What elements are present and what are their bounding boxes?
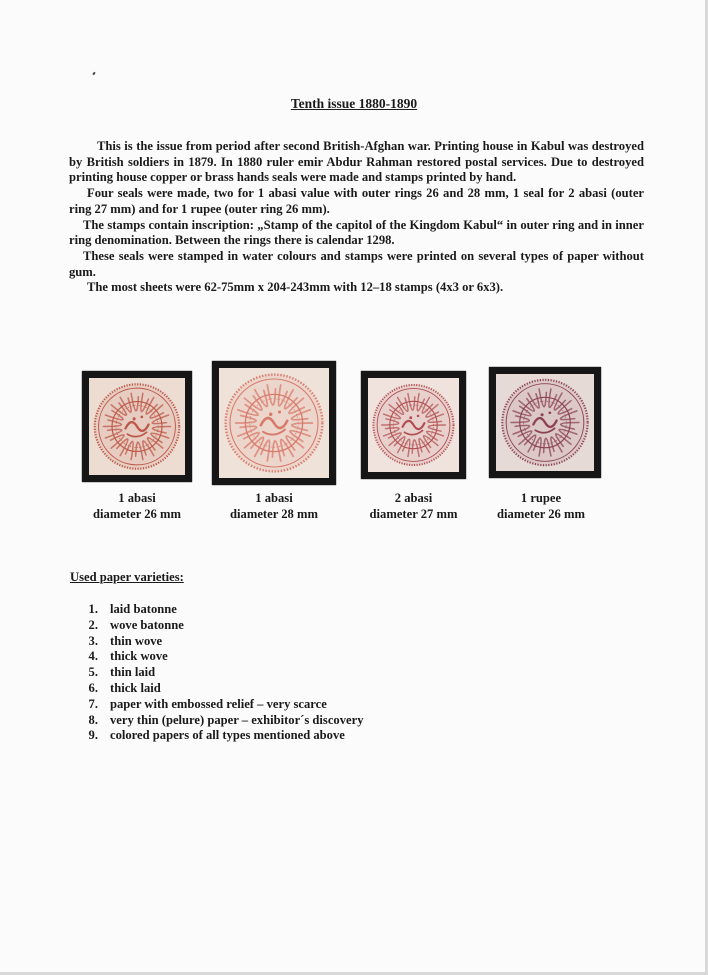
page-title: Tenth issue 1880-1890 (290, 96, 418, 111)
list-item: 9. colored papers of all types mentioned above (88, 728, 345, 743)
stamp-image-3 (361, 371, 466, 479)
stamp-image-2 (212, 361, 336, 485)
list-item: 1. laid batonne (88, 602, 177, 616)
stamp-caption-3 (356, 490, 471, 522)
seal-impression (368, 378, 459, 472)
stamp-diameter: diameter 26 mm (93, 507, 181, 521)
intro-paragraph: These seals were stamped in water colours and stamps were printed on several types of paper without gum. (69, 248, 644, 279)
stamp-image-4 (489, 367, 601, 478)
intro-paragraph: The most sheets were 62-75mm x 204-243mm with 12–18 stamps (4x3 or 6x3). (87, 280, 504, 295)
list-item: 4. thick wove (88, 649, 168, 664)
list-item: 8. very thin (pelure) paper – exhibitor´s discovery (88, 712, 364, 727)
paper-varieties-list (70, 602, 364, 744)
stamp-diameter: diameter 26 mm (497, 507, 585, 521)
stamp-diameter: diameter 27 mm (369, 507, 458, 521)
list-item: 7. paper with embossed relief – very scarce (88, 696, 327, 711)
stamp-image-1 (82, 371, 192, 482)
intro-paragraph: This is the issue from period after second British-Afghan war. Printing house in Kabul was destroyed by British soldiers in 1879. In 1880 ruler emir Abdur Rahman restored postal services. Due to destroyed printing house copper or brass hands seals were made and stamps printed by hand. (69, 139, 644, 185)
stamp-value: 1 abasi (118, 491, 156, 505)
intro-paragraph: The stamps contain inscription: „Stamp of the capitol of the Kingdom Kabul“ in outer ring and in inner ring denomination. Between the rings there is calendar 1298. (69, 217, 644, 248)
list-item: 3. thin wove (88, 633, 163, 648)
varieties-heading: Used paper varieties: (70, 570, 184, 584)
paper-speck (92, 72, 95, 76)
list-item: 2. wove batonne (88, 617, 184, 632)
stamp-caption-1 (82, 490, 192, 522)
stamp-caption-4 (485, 490, 597, 522)
intro-text (69, 139, 644, 296)
list-item: 6. thick laid (88, 680, 161, 695)
seal-impression (219, 368, 329, 478)
list-item: 5. thin laid (88, 665, 156, 680)
intro-paragraph: Four seals were made, two for 1 abasi value with outer rings 26 and 28 mm, 1 seal for 2 abasi (outer ring 27 mm) and for 1 rupee (outer ring 26 mm). (69, 186, 644, 216)
stamp-value: 1 abasi (255, 491, 293, 505)
stamp-value: 2 abasi (394, 491, 433, 505)
stamp-value: 1 rupee (520, 491, 562, 505)
stamp-diameter: diameter 28 mm (230, 507, 318, 521)
stamp-caption-2 (212, 490, 336, 522)
seal-impression (496, 374, 594, 471)
seal-impression (89, 378, 185, 475)
